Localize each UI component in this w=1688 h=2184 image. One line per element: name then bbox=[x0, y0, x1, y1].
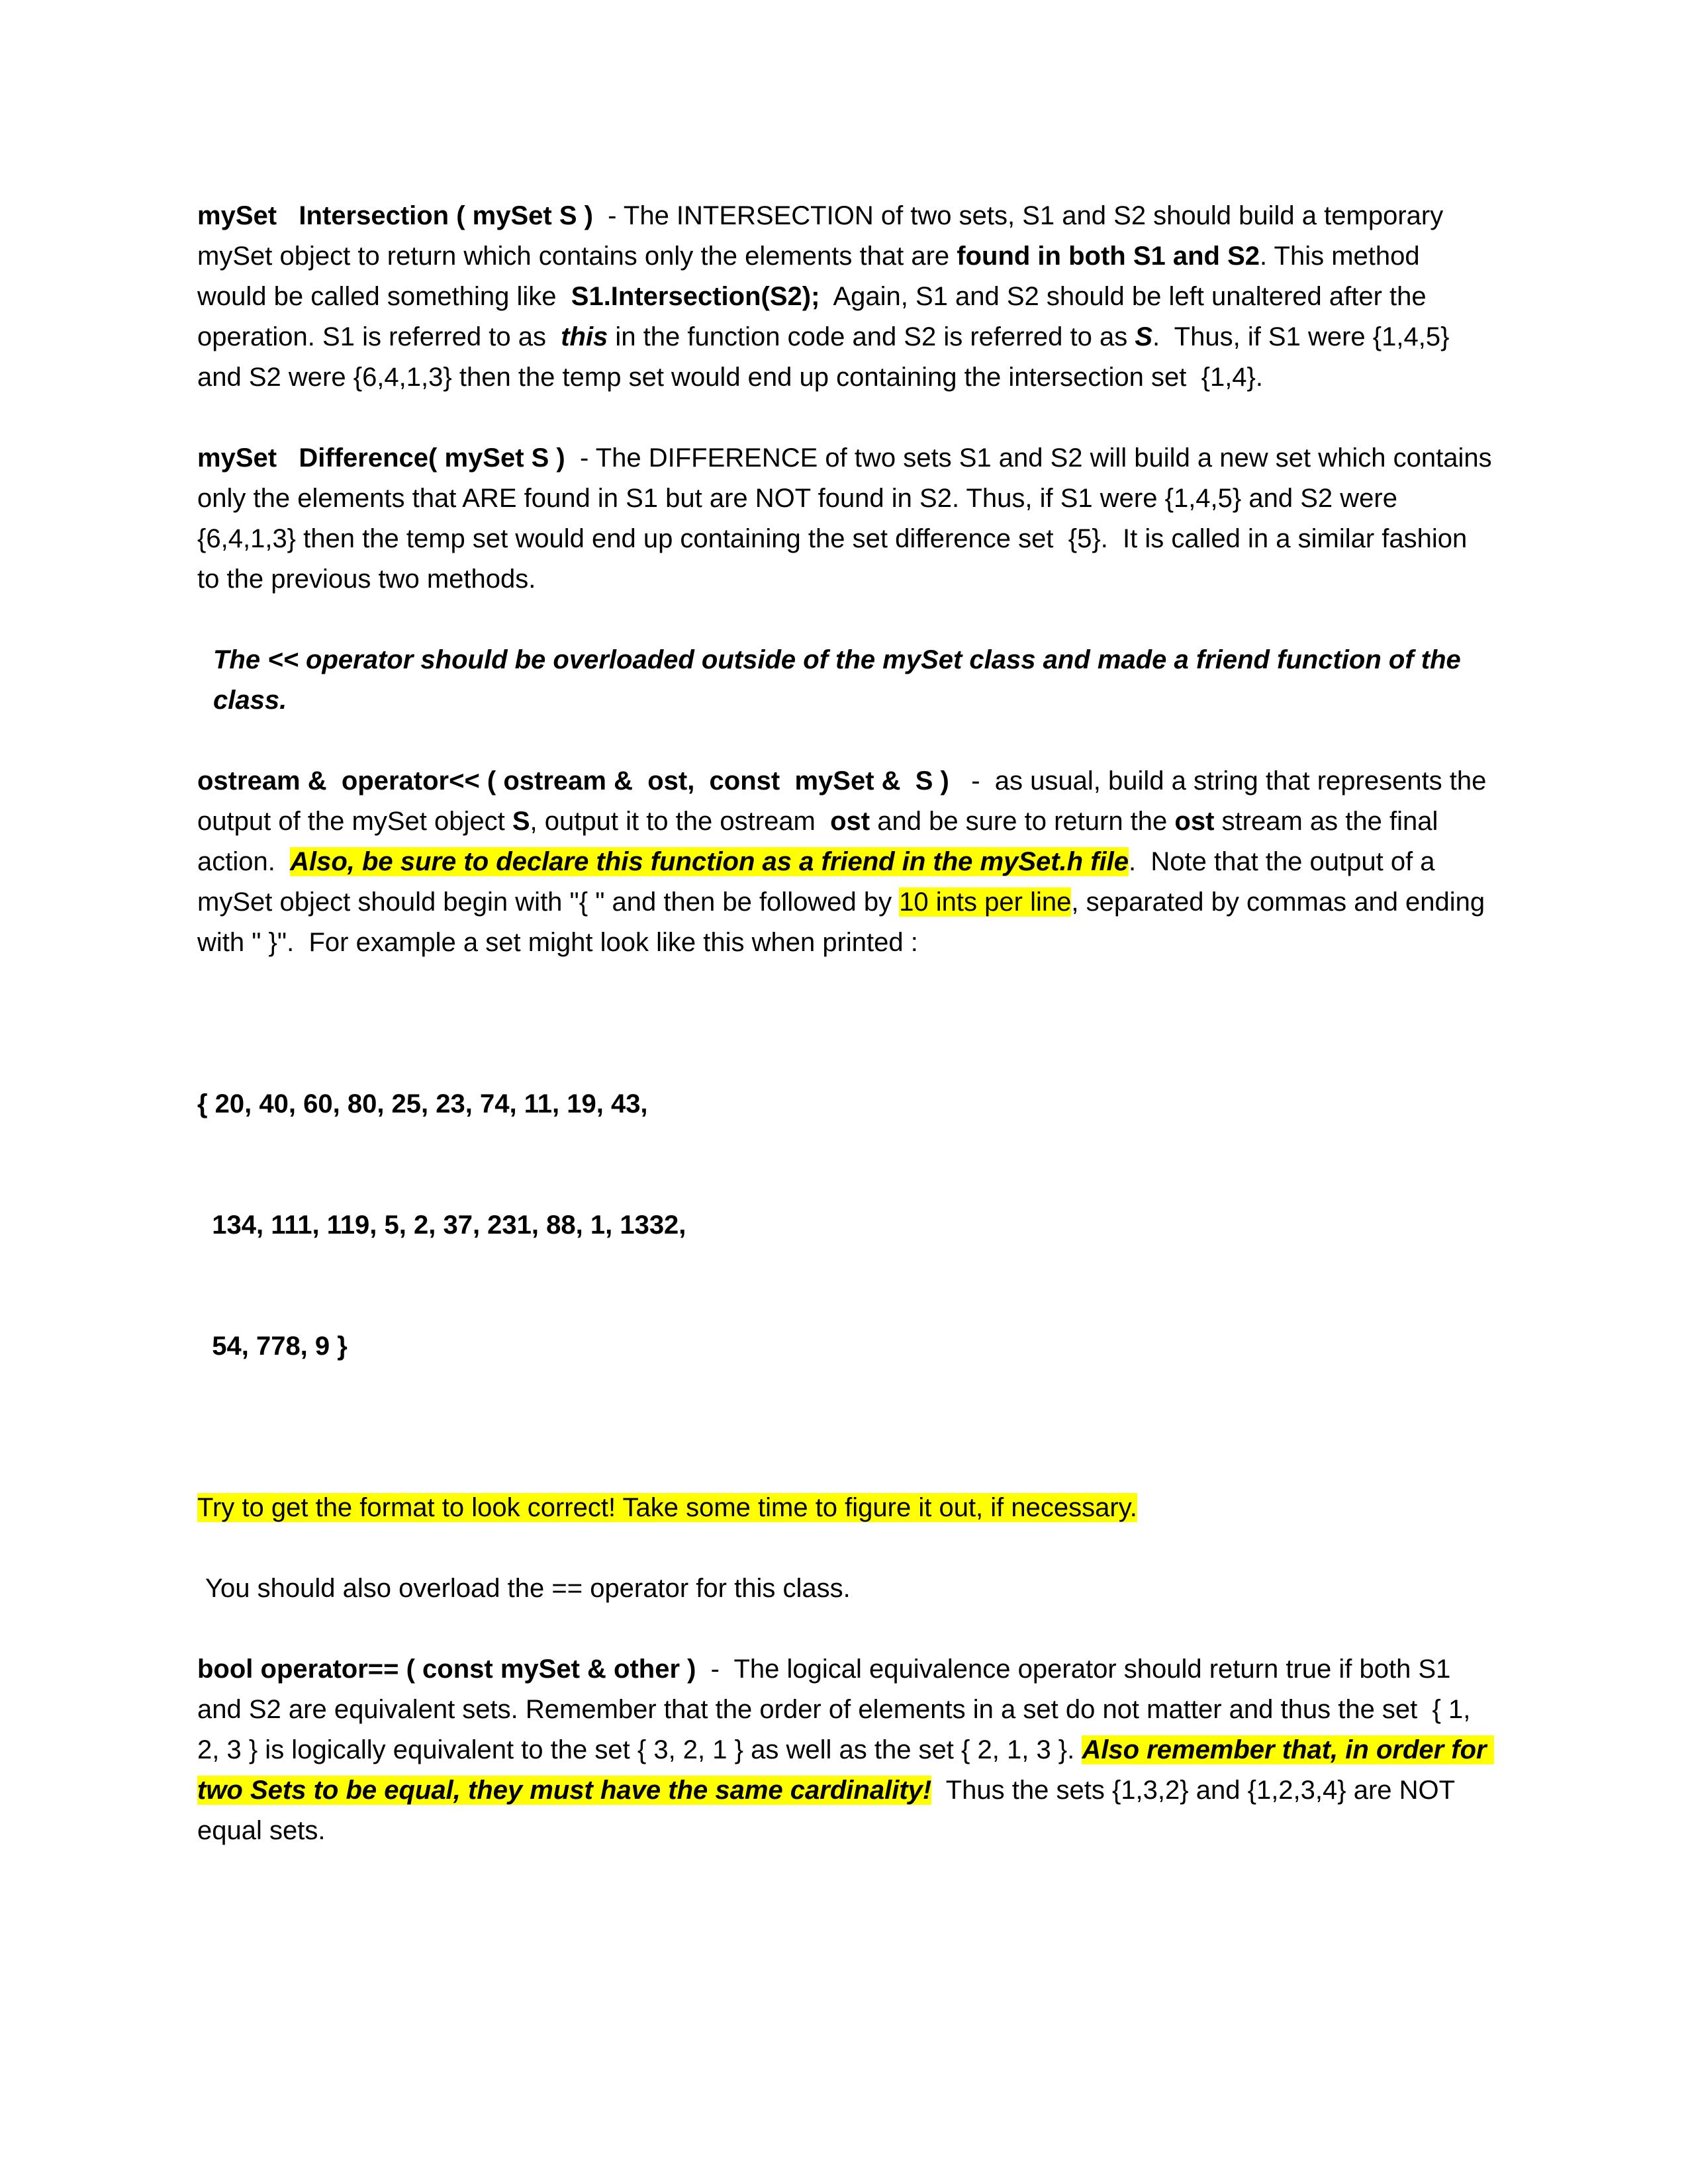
text-run: . This method would be called something like bbox=[197, 242, 1427, 311]
set-output-example bbox=[197, 1003, 1495, 1447]
text-run: - The INTERSECTION of two sets, S1 and S2 should build a temporary mySet object to return which contains only the elements that are bbox=[197, 201, 1451, 271]
bold-run: ost bbox=[830, 807, 870, 836]
text-run: and be sure to return the bbox=[870, 807, 1175, 836]
text-run: stream as the final action. bbox=[197, 807, 1446, 876]
highlighted-run: Try to get the format to look correct! Take some time to figure it out, if necessary. bbox=[197, 1493, 1137, 1522]
text-run: Again, S1 and S2 should be left unaltered after the operation. S1 is referred to as bbox=[197, 282, 1434, 351]
bold-run: S bbox=[512, 807, 530, 836]
highlighted-run: 10 ints per line bbox=[899, 887, 1072, 917]
highlighted-run: Also remember that, in order for two Sets to be equal, they must have the same cardinality! bbox=[197, 1735, 1494, 1805]
text-run: - as usual, build a string that represents the output of the mySet object bbox=[197, 766, 1494, 836]
difference-signature: mySet Difference( mySet S ) bbox=[197, 443, 565, 473]
text-run: in the function code and S2 is referred to as bbox=[608, 322, 1135, 351]
equality-intro: You should also overload the == operator for this class. bbox=[205, 1574, 851, 1603]
bold-italic-run: S bbox=[1135, 322, 1153, 351]
example-line: 54, 778, 9 } bbox=[197, 1332, 348, 1361]
text-run: . Note that the output of a mySet object should begin with "{ " and then be followed by bbox=[197, 847, 1442, 917]
difference-paragraph bbox=[197, 438, 1499, 600]
document-page bbox=[197, 196, 1499, 1891]
ostream-operator-paragraph bbox=[197, 761, 1495, 963]
text-run: Thus the sets {1,3,2} and {1,2,3,4} are NOT equal sets. bbox=[197, 1776, 1462, 1845]
text-run: - The logical equivalence operator should return true if both S1 and S2 are equivalent sets. Remember that the order of elements in a set do not matter and thus the set { 1, 2, 3 } is logically equivalent to the set { 3, 2, 1 } as well as the set { 2, 1, 3 }. bbox=[197, 1655, 1478, 1764]
intersection-signature: mySet Intersection ( mySet S ) bbox=[197, 201, 593, 230]
highlighted-run: Also, be sure to declare this function as a friend in the mySet.h file bbox=[290, 847, 1129, 876]
text-run: , output it to the ostream bbox=[530, 807, 831, 836]
bold-run: found in both S1 and S2 bbox=[957, 242, 1260, 271]
intersection-paragraph bbox=[197, 196, 1495, 398]
text-run: - The DIFFERENCE of two sets S1 and S2 will build a new set which contains only the elements that ARE found in S1 but are NOT found in S2. Thus, if S1 were {1,4,5} and S2 were {6,4,1,3} then the temp set would end up containing the set difference set {5}. It is called in a similar fashion to the previous two methods. bbox=[197, 443, 1499, 594]
bold-italic-run: this bbox=[561, 322, 608, 351]
example-line: 134, 111, 119, 5, 2, 37, 231, 88, 1, 1332, bbox=[197, 1210, 686, 1240]
equality-operator-signature: bool operator== ( const mySet & other ) bbox=[197, 1655, 696, 1684]
ostream-operator-signature: ostream & operator<< ( ostream & ost, const mySet & S ) bbox=[197, 766, 949, 796]
format-note bbox=[197, 1488, 1495, 1528]
text-run: . Thus, if S1 were {1,4,5} and S2 were {6,4,1,3} then the temp set would end up containing the intersection set {1,4}. bbox=[197, 322, 1457, 392]
example-line: { 20, 40, 60, 80, 25, 23, 74, 11, 19, 43, bbox=[197, 1089, 648, 1118]
equality-operator-paragraph bbox=[197, 1649, 1495, 1851]
bold-run: S1.Intersection(S2); bbox=[571, 282, 820, 311]
bold-run: ost bbox=[1174, 807, 1215, 836]
text-run: , separated by commas and ending with " }". For example a set might look like this when printed : bbox=[197, 887, 1493, 957]
friend-function-note: The << operator should be overloaded outside of the mySet class and made a friend function of the class. bbox=[213, 645, 1468, 715]
